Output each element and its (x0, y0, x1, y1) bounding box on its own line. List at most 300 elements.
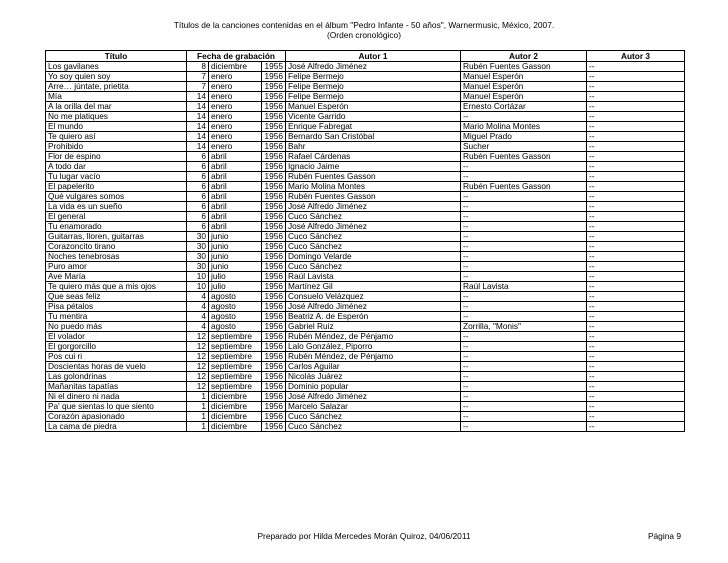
cell-title: Pisa pétalos (46, 302, 187, 312)
cell-title: Yo soy quien soy (46, 72, 187, 82)
cell-month: diciembre (209, 402, 262, 412)
cell-year: 1956 (262, 282, 286, 292)
cell-day: 14 (187, 132, 209, 142)
table-row (46, 372, 685, 382)
cell-day: 6 (187, 192, 209, 202)
cell-author-2: -- (461, 112, 587, 122)
songs-table (45, 50, 685, 432)
cell-author-2: -- (461, 172, 587, 182)
cell-day: 6 (187, 162, 209, 172)
cell-title: Las golondrinas (46, 372, 187, 382)
cell-author-1: Cuco Sánchez (286, 412, 461, 422)
cell-month: agosto (209, 312, 262, 322)
table-row (46, 182, 685, 192)
cell-day: 10 (187, 272, 209, 282)
cell-author-3: -- (587, 182, 685, 192)
cell-author-1: Bahr (286, 142, 461, 152)
table-row (46, 302, 685, 312)
cell-author-2: -- (461, 422, 587, 432)
cell-author-3: -- (587, 242, 685, 252)
table-row (46, 152, 685, 162)
cell-day: 30 (187, 232, 209, 242)
cell-author-2: Manuel Esperón (461, 82, 587, 92)
cell-day: 14 (187, 112, 209, 122)
cell-author-1: Cuco Sánchez (286, 262, 461, 272)
cell-day: 1 (187, 392, 209, 402)
table-body (46, 62, 685, 432)
cell-author-2: Rubén Fuentes Gasson (461, 152, 587, 162)
cell-author-1: Felipe Bermejo (286, 82, 461, 92)
cell-title: Mía (46, 92, 187, 102)
table-row (46, 282, 685, 292)
cell-day: 12 (187, 342, 209, 352)
cell-title: A todo dar (46, 162, 187, 172)
cell-year: 1956 (262, 302, 286, 312)
cell-author-3: -- (587, 192, 685, 202)
cell-title: Pos cui ri (46, 352, 187, 362)
cell-year: 1956 (262, 202, 286, 212)
table-row (46, 422, 685, 432)
cell-author-1: José Alfredo Jiménez (286, 222, 461, 232)
cell-author-3: -- (587, 112, 685, 122)
cell-day: 8 (187, 62, 209, 72)
table-row (46, 202, 685, 212)
cell-author-3: -- (587, 172, 685, 182)
cell-author-1: Enrique Fabregat (286, 122, 461, 132)
cell-month: enero (209, 132, 262, 142)
cell-author-3: -- (587, 152, 685, 162)
cell-author-1: Felipe Bermejo (286, 72, 461, 82)
table-row (46, 272, 685, 282)
table-row (46, 392, 685, 402)
cell-day: 6 (187, 182, 209, 192)
cell-title: Que seas feliz (46, 292, 187, 302)
cell-author-1: Rafael Cárdenas (286, 152, 461, 162)
table-row (46, 352, 685, 362)
cell-author-2: -- (461, 242, 587, 252)
cell-author-3: -- (587, 72, 685, 82)
header-author-2: Autor 2 (461, 51, 587, 62)
cell-month: diciembre (209, 392, 262, 402)
cell-day: 14 (187, 142, 209, 152)
cell-day: 4 (187, 302, 209, 312)
cell-author-3: -- (587, 302, 685, 312)
cell-day: 12 (187, 352, 209, 362)
cell-day: 6 (187, 202, 209, 212)
cell-author-3: -- (587, 202, 685, 212)
cell-month: enero (209, 82, 262, 92)
cell-month: junio (209, 232, 262, 242)
cell-month: abril (209, 212, 262, 222)
table-row (46, 162, 685, 172)
cell-author-2: Mario Molina Montes (461, 122, 587, 132)
cell-year: 1956 (262, 192, 286, 202)
cell-year: 1956 (262, 162, 286, 172)
cell-title: El mundo (46, 122, 187, 132)
document-title: Títulos de la canciones contenidas en el álbum "Pedro Infante - 50 años", Warnermusic, México, 2007. (173, 20, 555, 30)
cell-month: septiembre (209, 332, 262, 342)
cell-author-3: -- (587, 392, 685, 402)
cell-year: 1956 (262, 392, 286, 402)
cell-month: junio (209, 262, 262, 272)
cell-author-1: José Alfredo Jiménez (286, 202, 461, 212)
cell-author-2: -- (461, 212, 587, 222)
cell-year: 1956 (262, 262, 286, 272)
cell-author-2: -- (461, 342, 587, 352)
cell-author-1: Lalo González, Piporro (286, 342, 461, 352)
cell-author-3: -- (587, 102, 685, 112)
cell-month: agosto (209, 292, 262, 302)
cell-title: Doscientas horas de vuelo (46, 362, 187, 372)
cell-author-1: Martínez Gil (286, 282, 461, 292)
cell-author-1: Mario Molina Montes (286, 182, 461, 192)
cell-year: 1956 (262, 352, 286, 362)
cell-year: 1956 (262, 172, 286, 182)
cell-day: 30 (187, 242, 209, 252)
cell-author-2: -- (461, 192, 587, 202)
cell-year: 1956 (262, 142, 286, 152)
cell-month: septiembre (209, 352, 262, 362)
cell-year: 1956 (262, 102, 286, 112)
cell-author-3: -- (587, 132, 685, 142)
cell-title: Arre… júntate, prietita (46, 82, 187, 92)
cell-title: Te quiero así (46, 132, 187, 142)
cell-author-2: -- (461, 292, 587, 302)
cell-author-2: Manuel Esperón (461, 92, 587, 102)
cell-title: Flor de espino (46, 152, 187, 162)
table-row (46, 242, 685, 252)
cell-month: septiembre (209, 372, 262, 382)
table-row (46, 62, 685, 72)
cell-author-1: Cuco Sánchez (286, 232, 461, 242)
header-recording-date: Fecha de grabación (187, 51, 286, 62)
cell-author-3: -- (587, 332, 685, 342)
cell-author-1: Carlos Aguilar (286, 362, 461, 372)
cell-author-1: Domingo Velarde (286, 252, 461, 262)
cell-month: julio (209, 272, 262, 282)
cell-month: diciembre (209, 62, 262, 72)
table-row (46, 312, 685, 322)
table-row (46, 342, 685, 352)
cell-author-2: Rubén Fuentes Gasson (461, 182, 587, 192)
header-author-3: Autor 3 (587, 51, 685, 62)
cell-author-1: Nicolás Juárez (286, 372, 461, 382)
table-row (46, 192, 685, 202)
cell-author-2: -- (461, 392, 587, 402)
cell-day: 7 (187, 82, 209, 92)
cell-author-1: Rubén Fuentes Gasson (286, 192, 461, 202)
cell-day: 12 (187, 372, 209, 382)
cell-month: enero (209, 72, 262, 82)
cell-year: 1956 (262, 382, 286, 392)
cell-year: 1956 (262, 312, 286, 322)
cell-month: enero (209, 92, 262, 102)
cell-author-2: Miguel Prado (461, 132, 587, 142)
cell-title: Ave María (46, 272, 187, 282)
cell-month: abril (209, 222, 262, 232)
cell-month: septiembre (209, 362, 262, 372)
cell-author-1: Felipe Bermejo (286, 92, 461, 102)
cell-author-2: -- (461, 262, 587, 272)
cell-month: enero (209, 102, 262, 112)
table-row (46, 382, 685, 392)
cell-day: 30 (187, 262, 209, 272)
cell-day: 4 (187, 292, 209, 302)
cell-year: 1956 (262, 212, 286, 222)
cell-title: Los gavilanes (46, 62, 187, 72)
cell-author-2: Zorrilla, "Monis" (461, 322, 587, 332)
cell-year: 1956 (262, 402, 286, 412)
cell-year: 1956 (262, 222, 286, 232)
cell-year: 1956 (262, 242, 286, 252)
cell-day: 4 (187, 312, 209, 322)
cell-author-1: Rubén Méndez, de Pénjamo (286, 352, 461, 362)
table-row (46, 92, 685, 102)
table-row (46, 292, 685, 302)
cell-year: 1956 (262, 412, 286, 422)
cell-month: enero (209, 112, 262, 122)
cell-author-1: Cuco Sánchez (286, 242, 461, 252)
cell-title: El general (46, 212, 187, 222)
header-title: Título (46, 51, 187, 62)
table-row (46, 412, 685, 422)
page-number: Página 9 (647, 531, 681, 541)
cell-author-2: Rubén Fuentes Gasson (461, 62, 587, 72)
cell-month: julio (209, 282, 262, 292)
cell-author-1: Beatriz A. de Esperón (286, 312, 461, 322)
cell-author-3: -- (587, 212, 685, 222)
cell-author-3: -- (587, 292, 685, 302)
cell-title: Tu mentira (46, 312, 187, 322)
cell-author-1: Manuel Esperón (286, 102, 461, 112)
cell-month: abril (209, 152, 262, 162)
cell-author-3: -- (587, 122, 685, 132)
table-row (46, 232, 685, 242)
cell-year: 1956 (262, 252, 286, 262)
cell-title: Te quiero más que a mis ojos (46, 282, 187, 292)
table-row (46, 222, 685, 232)
cell-title: No puedo más (46, 322, 187, 332)
cell-year: 1956 (262, 332, 286, 342)
cell-month: abril (209, 172, 262, 182)
cell-title: La vida es un sueño (46, 202, 187, 212)
cell-title: Prohibido (46, 142, 187, 152)
cell-author-2: -- (461, 402, 587, 412)
cell-author-3: -- (587, 232, 685, 242)
cell-year: 1956 (262, 322, 286, 332)
cell-title: Pa' que sientas lo que siento (46, 402, 187, 412)
header-author-1: Autor 1 (286, 51, 461, 62)
cell-author-1: Bernardo San Cristóbal (286, 132, 461, 142)
cell-author-1: Rubén Fuentes Gasson (286, 172, 461, 182)
cell-author-2: -- (461, 272, 587, 282)
cell-year: 1956 (262, 362, 286, 372)
cell-day: 6 (187, 222, 209, 232)
cell-year: 1956 (262, 182, 286, 192)
cell-day: 6 (187, 152, 209, 162)
cell-author-3: -- (587, 162, 685, 172)
cell-author-1: Ignacio Jaime (286, 162, 461, 172)
cell-author-3: -- (587, 282, 685, 292)
cell-day: 14 (187, 92, 209, 102)
cell-year: 1956 (262, 232, 286, 242)
cell-year: 1956 (262, 92, 286, 102)
cell-author-3: -- (587, 272, 685, 282)
cell-year: 1956 (262, 372, 286, 382)
cell-author-3: -- (587, 82, 685, 92)
table-row (46, 72, 685, 82)
cell-day: 12 (187, 362, 209, 372)
cell-month: diciembre (209, 412, 262, 422)
cell-author-3: -- (587, 382, 685, 392)
cell-author-3: -- (587, 412, 685, 422)
cell-author-3: -- (587, 312, 685, 322)
cell-title: Tu lugar vacío (46, 172, 187, 182)
cell-author-3: -- (587, 352, 685, 362)
cell-author-3: -- (587, 92, 685, 102)
cell-title: Guitarras, lloren, guitarras (46, 232, 187, 242)
cell-title: Puro amor (46, 262, 187, 272)
cell-year: 1956 (262, 292, 286, 302)
cell-author-1: Rubén Méndez, de Pénjamo (286, 332, 461, 342)
cell-author-2: Raúl Lavista (461, 282, 587, 292)
cell-author-1: Cuco Sánchez (286, 422, 461, 432)
cell-author-3: -- (587, 342, 685, 352)
cell-day: 14 (187, 102, 209, 112)
cell-month: septiembre (209, 382, 262, 392)
cell-month: septiembre (209, 342, 262, 352)
cell-author-2: -- (461, 222, 587, 232)
cell-title: A la orilla del mar (46, 102, 187, 112)
cell-month: agosto (209, 322, 262, 332)
cell-author-1: José Alfredo Jiménez (286, 62, 461, 72)
cell-author-3: -- (587, 222, 685, 232)
cell-month: abril (209, 192, 262, 202)
cell-day: 1 (187, 412, 209, 422)
cell-day: 14 (187, 122, 209, 132)
cell-day: 1 (187, 422, 209, 432)
cell-day: 6 (187, 172, 209, 182)
cell-month: diciembre (209, 422, 262, 432)
cell-month: enero (209, 122, 262, 132)
table-row (46, 402, 685, 412)
cell-author-3: -- (587, 362, 685, 372)
cell-author-2: -- (461, 362, 587, 372)
cell-year: 1956 (262, 422, 286, 432)
cell-author-2: -- (461, 382, 587, 392)
cell-author-3: -- (587, 262, 685, 272)
cell-year: 1956 (262, 72, 286, 82)
cell-year: 1956 (262, 122, 286, 132)
cell-title: Corazón apasionado (46, 412, 187, 422)
cell-author-2: Sucher (461, 142, 587, 152)
table-row (46, 112, 685, 122)
cell-author-1: Dominio popular (286, 382, 461, 392)
cell-title: No me platiques (46, 112, 187, 122)
table-row (46, 132, 685, 142)
table-row (46, 252, 685, 262)
document-subtitle: (Orden cronológico) (326, 30, 401, 40)
cell-month: junio (209, 242, 262, 252)
cell-author-3: -- (587, 62, 685, 72)
table-row (46, 142, 685, 152)
footer-credit: Preparado por Hilda Mercedes Morán Quiroz, 04/06/2011 (257, 531, 471, 541)
cell-day: 6 (187, 212, 209, 222)
cell-title: Tu enamorado (46, 222, 187, 232)
cell-author-2: -- (461, 332, 587, 342)
cell-author-1: Cuco Sánchez (286, 212, 461, 222)
cell-title: Ni el dinero ni nada (46, 392, 187, 402)
cell-day: 1 (187, 402, 209, 412)
cell-author-1: José Alfredo Jiménez (286, 392, 461, 402)
cell-year: 1956 (262, 112, 286, 122)
cell-author-2: -- (461, 162, 587, 172)
table-row (46, 212, 685, 222)
cell-year: 1956 (262, 272, 286, 282)
cell-author-2: -- (461, 302, 587, 312)
cell-day: 12 (187, 382, 209, 392)
cell-author-2: -- (461, 252, 587, 262)
cell-day: 10 (187, 282, 209, 292)
cell-year: 1956 (262, 342, 286, 352)
table-row (46, 102, 685, 112)
cell-author-2: -- (461, 312, 587, 322)
cell-author-2: -- (461, 352, 587, 362)
cell-year: 1956 (262, 132, 286, 142)
cell-month: abril (209, 182, 262, 192)
cell-author-2: Ernesto Cortázar (461, 102, 587, 112)
cell-year: 1956 (262, 152, 286, 162)
cell-day: 7 (187, 72, 209, 82)
table-row (46, 172, 685, 182)
cell-day: 4 (187, 322, 209, 332)
cell-month: abril (209, 162, 262, 172)
cell-author-3: -- (587, 142, 685, 152)
cell-title: La cama de piedra (46, 422, 187, 432)
cell-author-3: -- (587, 372, 685, 382)
table-row (46, 262, 685, 272)
table-row (46, 82, 685, 92)
cell-title: El papelerito (46, 182, 187, 192)
cell-title: El gorgorcillo (46, 342, 187, 352)
cell-author-3: -- (587, 252, 685, 262)
cell-author-1: José Alfredo Jiménez (286, 302, 461, 312)
table-row (46, 362, 685, 372)
cell-title: Mañanitas tapatías (46, 382, 187, 392)
cell-author-3: -- (587, 322, 685, 332)
cell-author-2: Manuel Esperón (461, 72, 587, 82)
cell-author-1: Marcelo Salazar (286, 402, 461, 412)
cell-author-2: -- (461, 202, 587, 212)
table-row (46, 122, 685, 132)
cell-author-1: Raúl Lavista (286, 272, 461, 282)
cell-title: El volador (46, 332, 187, 342)
cell-year: 1955 (262, 62, 286, 72)
cell-author-2: -- (461, 372, 587, 382)
table-row (46, 332, 685, 342)
cell-month: agosto (209, 302, 262, 312)
cell-month: enero (209, 142, 262, 152)
cell-author-3: -- (587, 422, 685, 432)
cell-month: junio (209, 252, 262, 262)
cell-author-2: -- (461, 232, 587, 242)
cell-author-1: Consuelo Velázquez (286, 292, 461, 302)
cell-author-3: -- (587, 402, 685, 412)
cell-author-2: -- (461, 412, 587, 422)
cell-title: Qué vulgares somos (46, 192, 187, 202)
table-header-row (46, 51, 685, 62)
cell-title: Noches tenebrosas (46, 252, 187, 262)
